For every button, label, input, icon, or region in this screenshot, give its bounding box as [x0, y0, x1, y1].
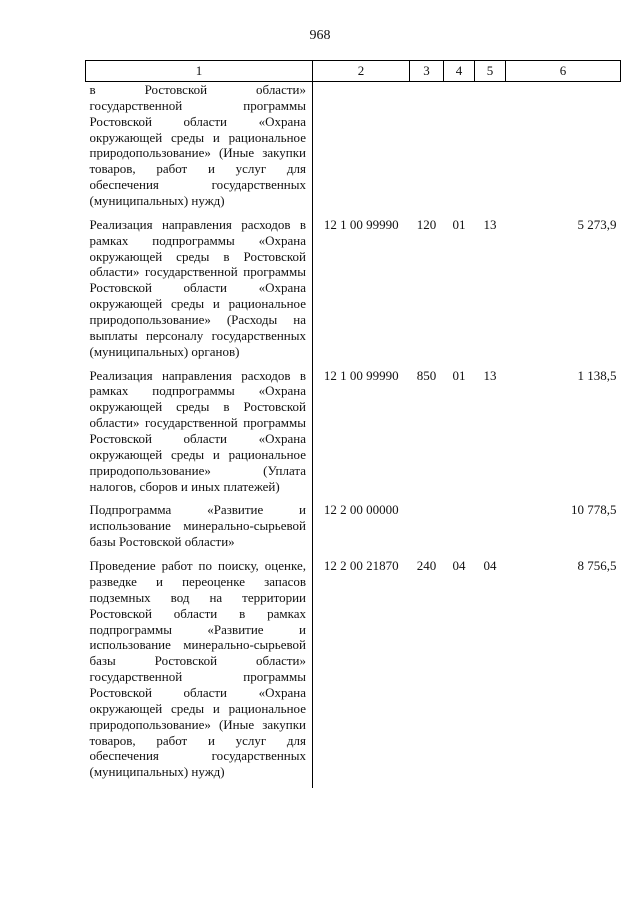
row-section: 01 [452, 216, 466, 232]
row-amount [506, 82, 621, 217]
table-row [86, 217, 621, 368]
row-name: Подпрограмма «Развитие и использование минерально-сырьевой базы Ростовской области» [89, 502, 306, 550]
header-col-2: 2 [313, 61, 410, 82]
row-subsection: 04 [483, 558, 497, 574]
table-row [86, 82, 621, 217]
row-section: 04 [452, 558, 466, 574]
row-amount: 1 138,5 [577, 367, 617, 383]
header-col-1: 1 [86, 61, 313, 82]
row-amount: 10 778,5 [571, 502, 617, 518]
row-expense-type [410, 502, 444, 558]
row-subsection: 13 [483, 367, 497, 383]
row-expense-type [410, 82, 444, 217]
table-row [86, 558, 621, 788]
budget-table [85, 60, 621, 788]
row-target-code: 12 1 00 99990 [313, 368, 410, 503]
row-expense-type: 850 [416, 367, 437, 383]
row-target-code [313, 82, 410, 217]
header-col-4: 4 [444, 61, 475, 82]
row-target-code: 12 1 00 99990 [313, 217, 410, 368]
table-row [86, 502, 621, 558]
row-section [444, 82, 475, 217]
row-section [444, 502, 475, 558]
row-target-code: 12 2 00 00000 [313, 502, 410, 558]
table-body [86, 82, 621, 789]
header-col-6: 6 [506, 61, 621, 82]
row-name: Реализация направления расходов в рамках подпрограммы «Охрана окружающей среды в Ростовской области» государственной программы Ростовской области «Охрана окружающей среды и рациональное природопользование» (Уплата налогов, сборов и иных платежей) [89, 367, 306, 494]
row-amount: 8 756,5 [577, 558, 617, 574]
page-number: 968 [309, 28, 331, 43]
row-name: Реализация направления расходов в рамках подпрограммы «Охрана окружающей среды в Ростовской области» государственной программы Ростовской области «Охрана окружающей среды и рациональное природопользование» (Расходы на выплаты персоналу государственных (муниципальных) органов) [89, 216, 306, 359]
row-amount: 5 273,9 [577, 216, 617, 232]
table-header [86, 61, 621, 82]
row-subsection [475, 502, 506, 558]
row-name: в Ростовской области» государственной программы Ростовской области «Охрана окружающей среды и рациональное природопользование» (Иные закупки товаров, работ и услуг для обеспечения государственных (муниципальных) нужд) [89, 82, 306, 209]
row-subsection: 13 [483, 216, 497, 232]
row-expense-type: 240 [416, 558, 437, 574]
table-row [86, 368, 621, 503]
row-expense-type: 120 [416, 216, 437, 232]
row-subsection [475, 82, 506, 217]
row-section: 01 [452, 367, 466, 383]
header-col-5: 5 [475, 61, 506, 82]
row-name: Проведение работ по поиску, оценке, разведке и переоценке запасов подземных вод на территории Ростовской области в рамках подпрограммы «Развитие и использование минерально-сырьевой базы Ростовской области» государственной программы Ростовской области «Охрана окружающей среды и рациональное природопользование» (Иные закупки товаров, работ и услуг для обеспечения государственных (муниципальных) нужд) [89, 558, 306, 780]
header-col-3: 3 [410, 61, 444, 82]
row-target-code: 12 2 00 21870 [313, 558, 410, 788]
